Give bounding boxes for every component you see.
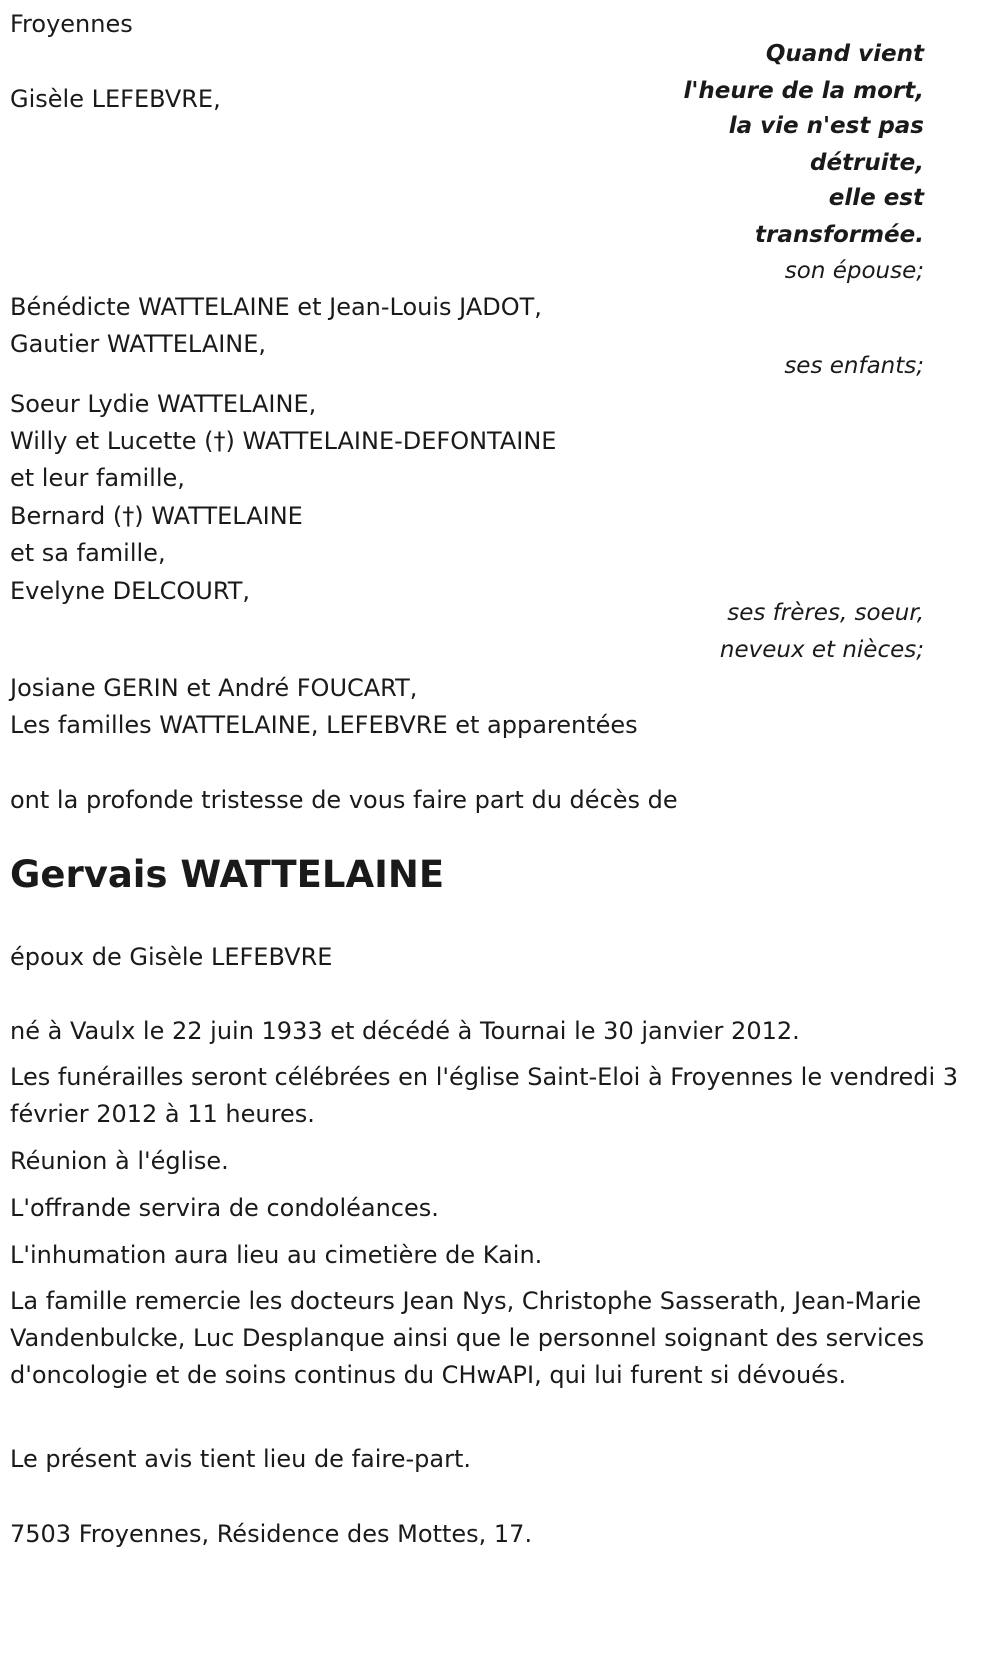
notice-text: Le présent avis tient lieu de faire-part.	[10, 1445, 472, 1473]
family-member: Willy et Lucette (†) WATTELAINE-DEFONTAINE	[10, 427, 557, 455]
family-member: et leur famille,	[10, 464, 185, 492]
role-line: neveux et nièces;	[719, 637, 924, 663]
family-member: Josiane GERIN et André FOUCART,	[10, 674, 418, 702]
address-text: 7503 Froyennes, Résidence des Mottes, 17.	[10, 1520, 533, 1548]
relation-text: époux de Gisèle LEFEBVRE	[10, 943, 333, 971]
family-member: Evelyne DELCOURT,	[10, 577, 251, 605]
children-role: ses enfants;	[784, 353, 924, 379]
meeting-text: Réunion à l'église.	[10, 1147, 229, 1175]
family-member: Soeur Lydie WATTELAINE,	[10, 390, 317, 418]
role-line: ses frères, soeur,	[727, 600, 924, 626]
poem-line: transformée.	[755, 222, 924, 248]
burial-text: L'inhumation aura lieu au cimetière de Kain.	[10, 1241, 543, 1269]
poem-line: l'heure de la mort,	[683, 78, 924, 104]
family-member: Bernard (†) WATTELAINE	[10, 502, 303, 530]
spouse-name: Gisèle LEFEBVRE,	[10, 85, 221, 113]
poem-line: la vie n'est pas	[728, 113, 924, 139]
family-member: Les familles WATTELAINE, LEFEBVRE et apparentées	[10, 711, 638, 739]
place-heading: Froyennes	[10, 10, 133, 38]
family-member: Gautier WATTELAINE,	[10, 330, 267, 358]
funeral-text: Les funérailles seront célébrées en l'église Saint-Eloi à Froyennes le vendredi 3 février 2012 à 11 heures.	[10, 1063, 959, 1128]
offering-text: L'offrande servira de condoléances.	[10, 1194, 439, 1222]
poem-line: elle est	[828, 185, 924, 211]
announcement-text: ont la profonde tristesse de vous faire part du décès de	[10, 786, 678, 814]
family-member: et sa famille,	[10, 539, 166, 567]
poem-line: Quand vient	[765, 41, 924, 67]
family-member: Bénédicte WATTELAINE et Jean-Louis JADOT,	[10, 293, 542, 321]
spouse-role: son épouse;	[784, 258, 924, 284]
birth-death-text: né à Vaulx le 22 juin 1933 et décédé à Tournai le 30 janvier 2012.	[10, 1017, 800, 1045]
poem-line: détruite,	[810, 150, 924, 176]
thanks-text: La famille remercie les docteurs Jean Nys, Christophe Sasserath, Jean-Marie Vandenbulcke, Luc Desplanque ainsi que le personnel soignant des services d'oncologie et de soins continus du CHwAPI, qui lui furent si dévoués.	[10, 1287, 925, 1389]
deceased-name: Gervais WATTELAINE	[10, 853, 445, 896]
